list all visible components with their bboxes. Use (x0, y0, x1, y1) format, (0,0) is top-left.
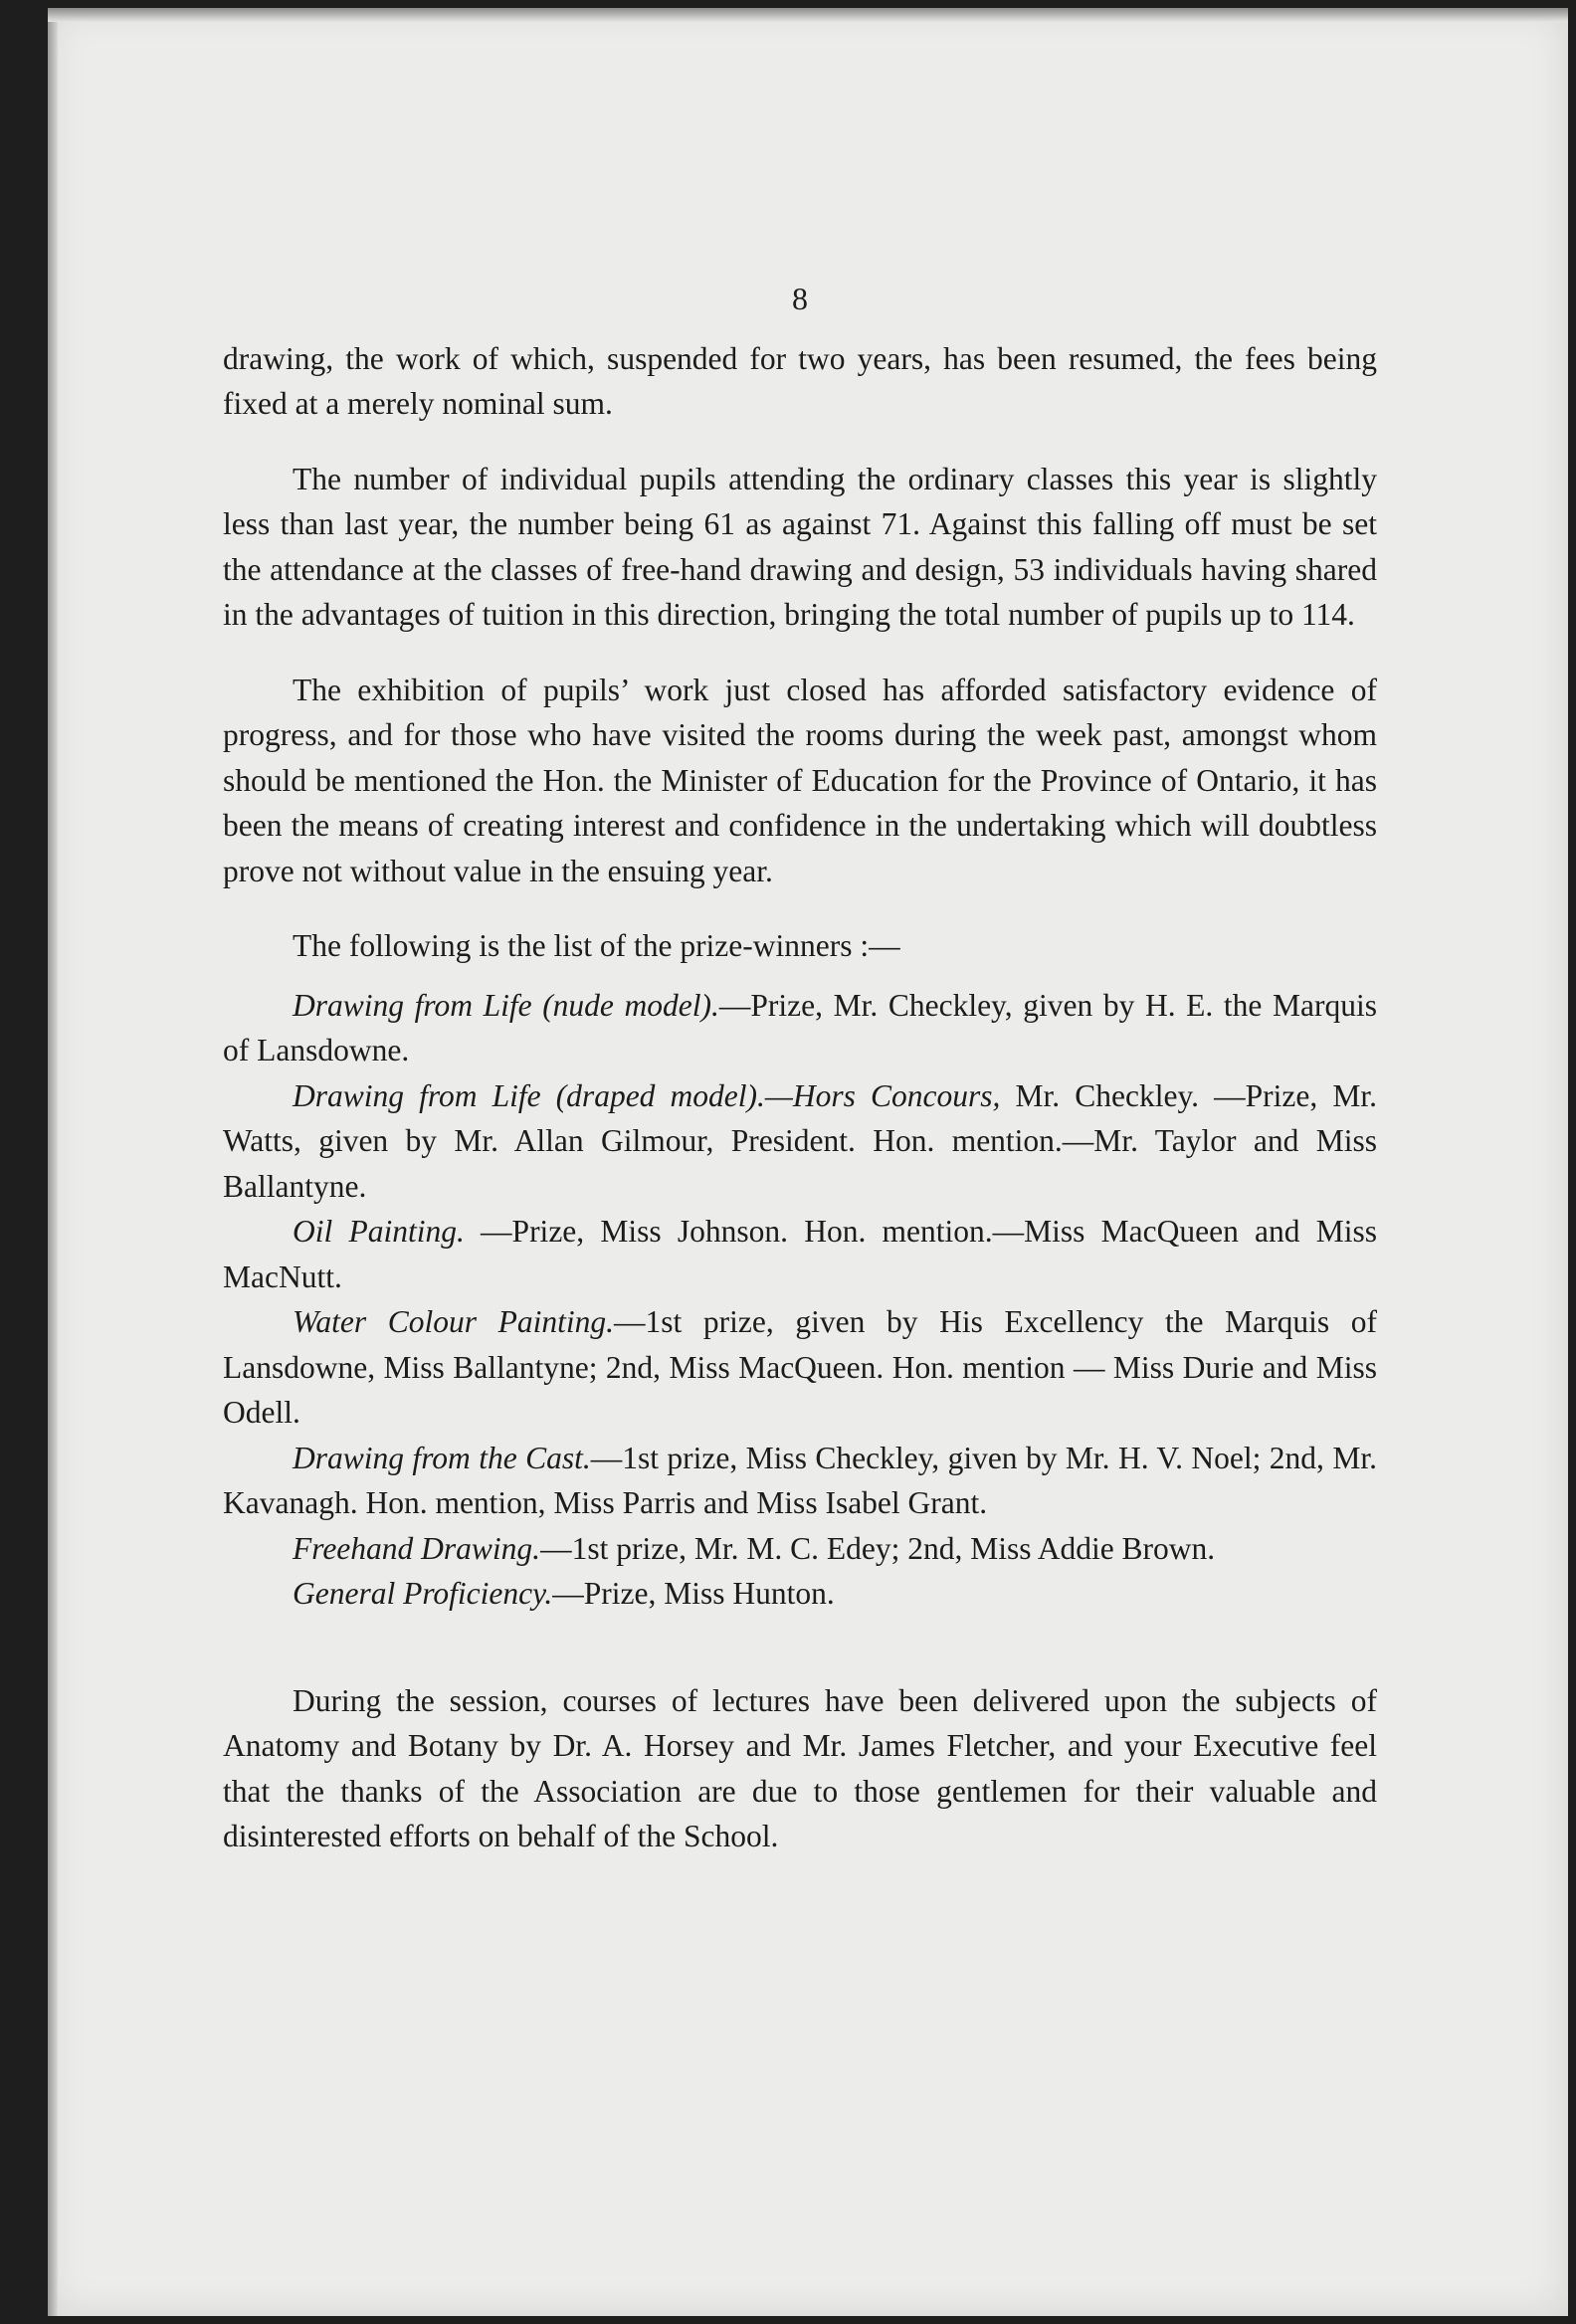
paragraph-drawing-resumed: drawing, the work of which, suspended for two years, has been resumed, the fees being fixed at a merely nominal sum. (223, 340, 1377, 421)
prize-category: Drawing from Life (draped model).—Hors Concours, (293, 1077, 1001, 1113)
prize-entry (223, 983, 1377, 1073)
prize-entry (223, 1209, 1377, 1299)
paragraph-lectures: During the session, courses of lectures have been delivered upon the subjects of Anatomy and Botany by Dr. A. Horsey and Mr. James Fletcher, and your Executive feel that the thanks of the Association are due to those gentlemen for their valuable and disinterested efforts on behalf of the School. (223, 1682, 1377, 1853)
prize-list-intro: The following is the list of the prize-winners :— (293, 928, 900, 963)
document-page (48, 8, 1568, 2316)
prize-category: Freehand Drawing. (293, 1530, 541, 1566)
prize-details: —1st prize, Mr. M. C. Edey; 2nd, Miss Addie Brown. (540, 1530, 1216, 1566)
prize-category: Drawing from the Cast. (293, 1440, 591, 1475)
prize-entry (223, 1571, 1377, 1617)
prize-details: Mr. Checkley. —Prize, Mr. Watts, given by Mr. Allan Gilmour, President. Hon. mention.—Mr. Taylor and Miss Ballantyne. (223, 1077, 1377, 1204)
prize-entry (223, 1526, 1377, 1572)
page-number: 8 (792, 281, 808, 316)
body-text (223, 277, 1377, 1859)
paragraph-pupil-numbers: The number of individual pupils attending the ordinary classes this year is slightly less than last year, the number being 61 as against 71. Against this falling off must be set the attendance at the classes of free-hand drawing and design, 53 individuals having shared in the advantages of tuition in this direction, bringing the total number of pupils up to 114. (223, 461, 1377, 632)
prize-details: —Prize, Miss Johnson. Hon. mention.—Miss MacQueen and Miss MacNutt. (223, 1214, 1377, 1294)
page-edge-top (48, 8, 1568, 22)
prize-list (223, 983, 1377, 1617)
prize-details: —Prize, Mr. Checkley, given by H. E. the Marquis of Lansdowne. (223, 987, 1377, 1067)
prize-entry (223, 1299, 1377, 1436)
page-edge-left (48, 8, 58, 2316)
prize-entry (223, 1073, 1377, 1210)
prize-details: —Prize, Miss Hunton. (552, 1576, 835, 1611)
prize-details: —1st prize, Miss Checkley, given by Mr. H. V. Noel; 2nd, Mr. Kavanagh. Hon. mention, Miss Parris and Miss Isabel Grant. (223, 1440, 1377, 1520)
paragraph-exhibition: The exhibition of pupils’ work just closed has afforded satisfactory evidence of progress, and for those who have visited the rooms during the week past, amongst whom should be mentioned the Hon. the Minister of Education for the Province of Ontario, it has been the means of creating interest and confidence in the undertaking which will doubtless prove not without value in the ensuing year. (223, 672, 1377, 888)
prize-category: General Proficiency. (293, 1576, 553, 1611)
prize-category: Drawing from Life (nude model). (293, 987, 719, 1023)
prize-entry (223, 1436, 1377, 1526)
prize-details: —1st prize, given by His Excellency the Marquis of Lansdowne, Miss Ballantyne; 2nd, Miss MacQueen. Hon. mention — Miss Durie and Miss Odell. (223, 1304, 1378, 1430)
prize-category: Water Colour Painting. (293, 1304, 614, 1339)
prize-category: Oil Painting. (293, 1214, 465, 1249)
